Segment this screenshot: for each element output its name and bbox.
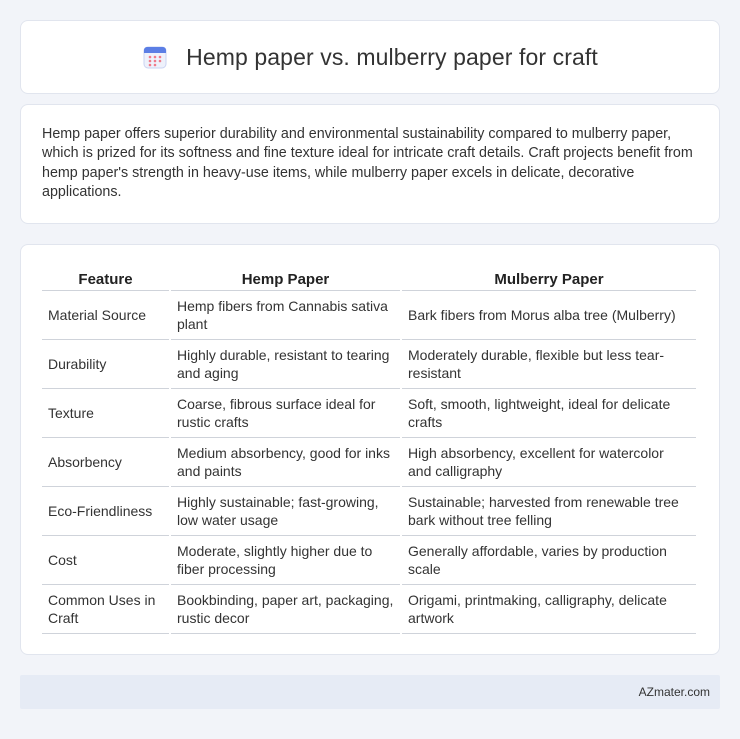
feature-cell: Cost	[42, 536, 169, 585]
intro-text: Hemp paper offers superior durability and environmental sustainability compared to mulberry paper, which is prized for its softness and fine texture ideal for intricate craft details. Craft projects benefit from hemp paper's strength in heavy-use items, while mulberry paper excels in delicate, decorative applications.	[42, 126, 693, 201]
mulberry-cell: Generally affordable, varies by production scale	[402, 536, 696, 585]
header-mulberry-paper: Mulberry Paper	[402, 265, 696, 291]
mulberry-cell: Soft, smooth, lightweight, ideal for delicate crafts	[402, 389, 696, 438]
intro-card	[20, 104, 720, 224]
table-row	[42, 291, 696, 340]
comparison-card	[20, 244, 720, 655]
hemp-cell: Highly durable, resistant to tearing and aging	[171, 340, 400, 389]
table-row	[42, 487, 696, 536]
feature-cell: Texture	[42, 389, 169, 438]
table-row	[42, 340, 696, 389]
comparison-table	[40, 265, 698, 634]
mulberry-cell: Sustainable; harvested from renewable tree bark without tree felling	[402, 487, 696, 536]
calendar-icon	[142, 44, 168, 70]
table-row	[42, 438, 696, 487]
mulberry-cell: Moderately durable, flexible but less tear-resistant	[402, 340, 696, 389]
feature-cell: Eco-Friendliness	[42, 487, 169, 536]
footer	[20, 675, 720, 709]
feature-cell: Absorbency	[42, 438, 169, 487]
hemp-cell: Coarse, fibrous surface ideal for rustic crafts	[171, 389, 400, 438]
table-header-row	[42, 265, 696, 291]
mulberry-cell: Bark fibers from Morus alba tree (Mulberry)	[402, 291, 696, 340]
mulberry-cell: High absorbency, excellent for watercolor and calligraphy	[402, 438, 696, 487]
hemp-cell: Moderate, slightly higher due to fiber processing	[171, 536, 400, 585]
feature-cell: Durability	[42, 340, 169, 389]
hemp-cell: Highly sustainable; fast-growing, low water usage	[171, 487, 400, 536]
title-card	[20, 20, 720, 94]
header-feature: Feature	[42, 265, 169, 291]
hemp-cell: Medium absorbency, good for inks and paints	[171, 438, 400, 487]
table-row	[42, 389, 696, 438]
footer-brand: AZmater.com	[638, 685, 710, 699]
mulberry-cell: Origami, printmaking, calligraphy, delicate artwork	[402, 585, 696, 634]
table-row	[42, 536, 696, 585]
page-title: Hemp paper vs. mulberry paper for craft	[186, 43, 598, 70]
table-row	[42, 585, 696, 634]
feature-cell: Common Uses in Craft	[42, 585, 169, 634]
feature-cell: Material Source	[42, 291, 169, 340]
hemp-cell: Hemp fibers from Cannabis sativa plant	[171, 291, 400, 340]
header-hemp-paper: Hemp Paper	[171, 265, 400, 291]
hemp-cell: Bookbinding, paper art, packaging, rustic decor	[171, 585, 400, 634]
